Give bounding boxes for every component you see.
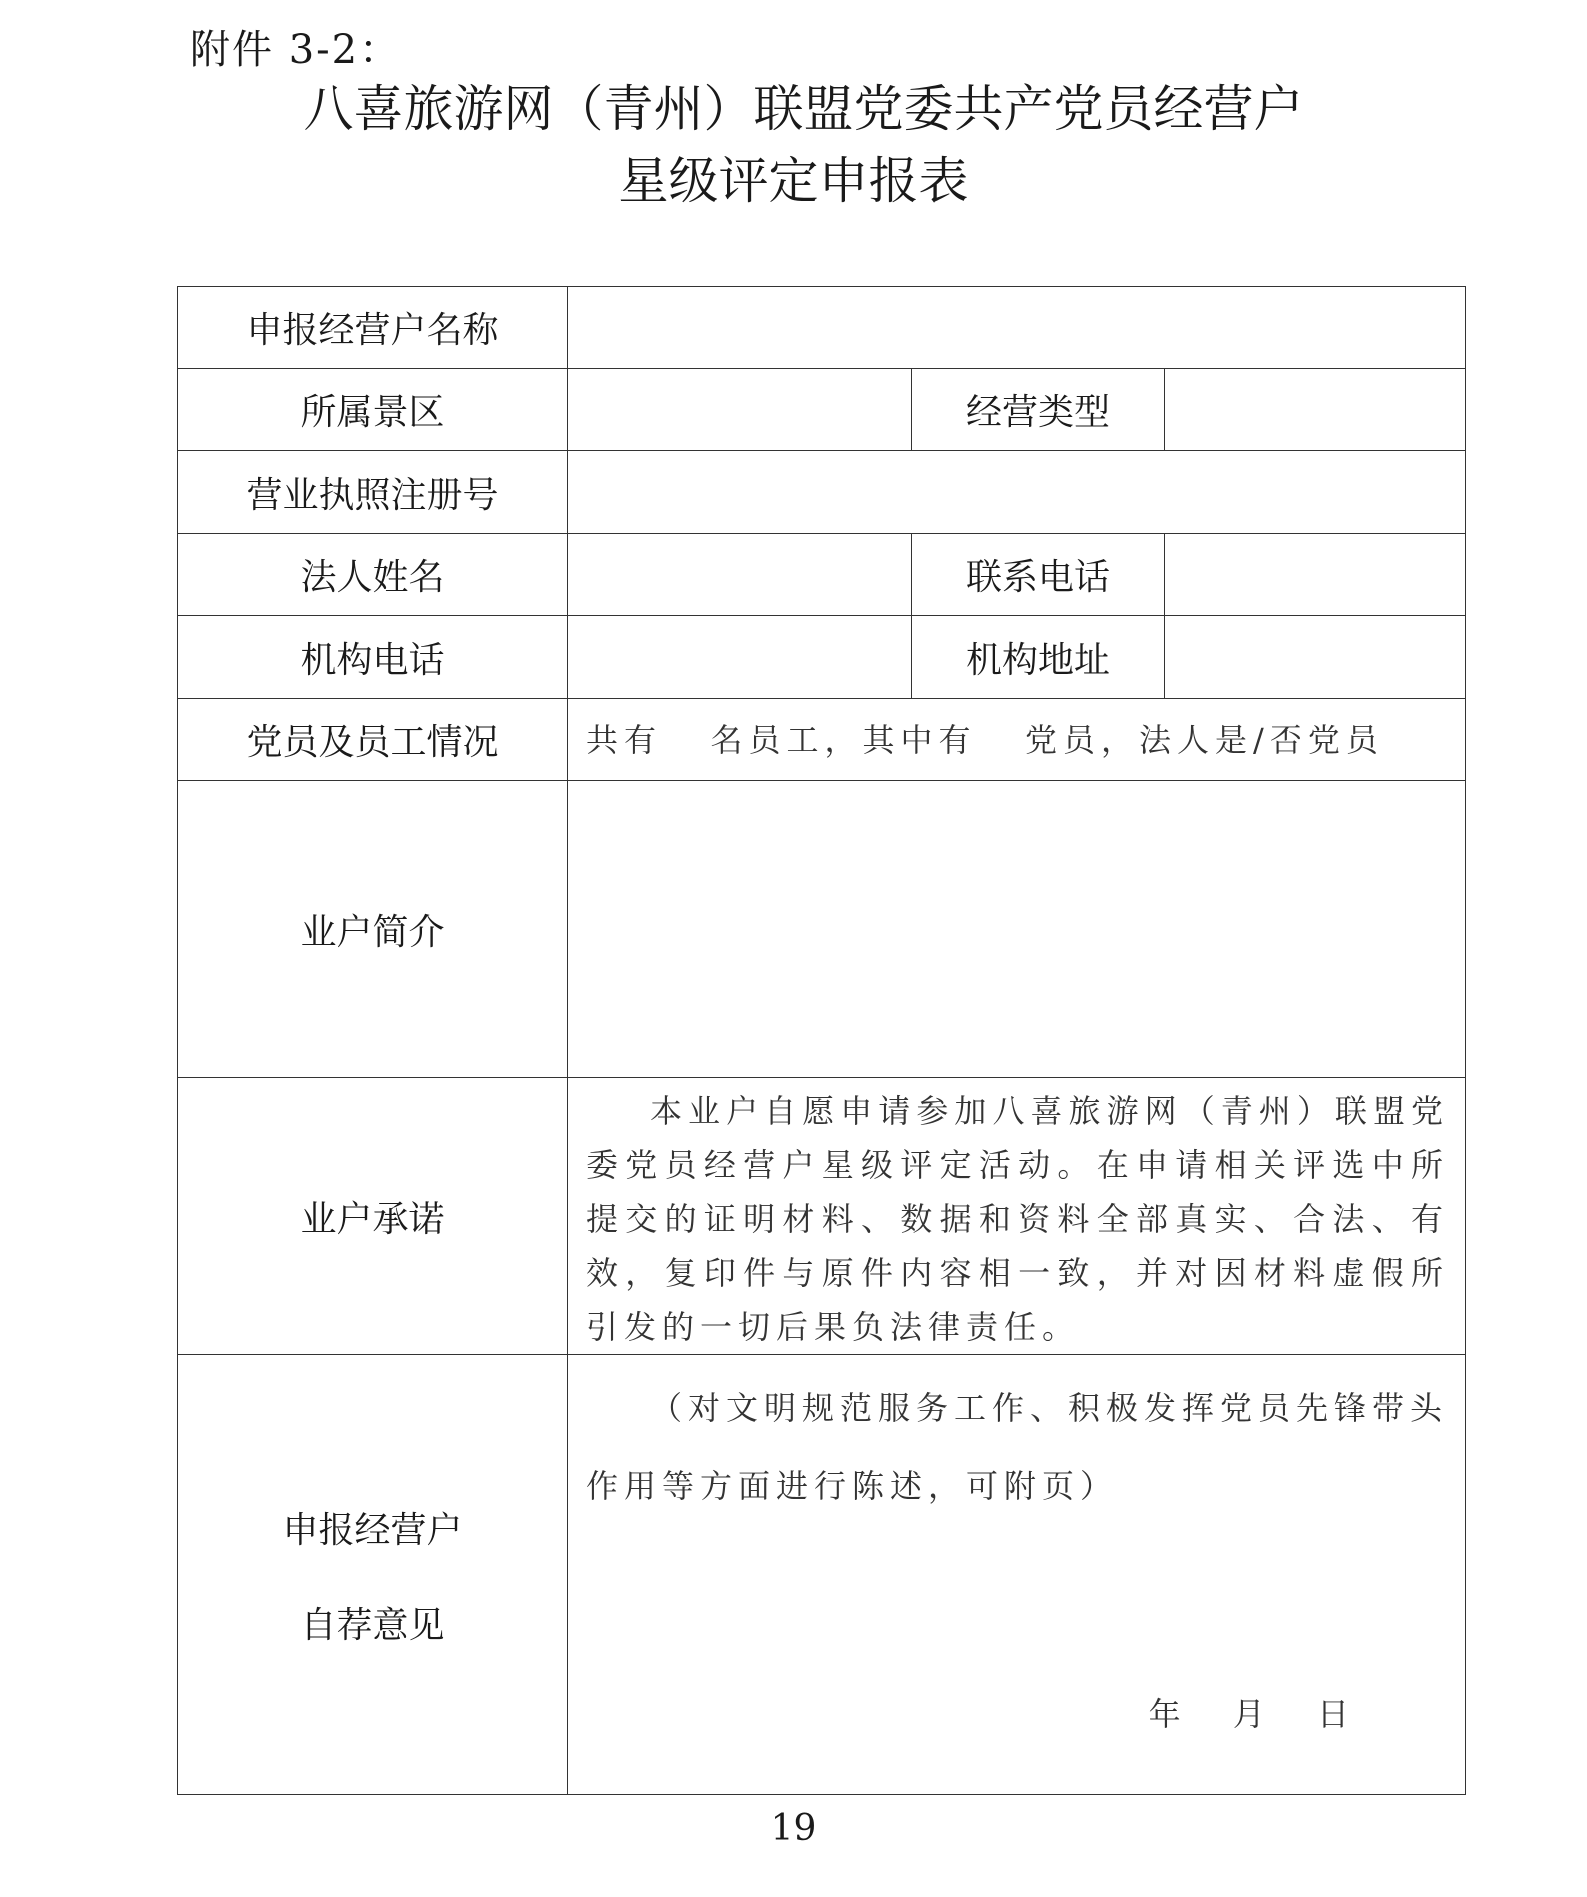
staff-info-field[interactable]: 共有 名员工，其中有 党员，法人是/否党员 <box>568 699 1466 781</box>
self-label-line1: 申报经营户 <box>282 1509 463 1551</box>
org-phone-label: 机构电话 <box>178 616 568 699</box>
license-number-label: 营业执照注册号 <box>178 451 568 534</box>
row-staff <box>178 699 1466 781</box>
intro-label: 业户简介 <box>178 781 568 1078</box>
self-hint-text: （对文明规范服务工作、积极发挥党员先锋带头作用等方面进行陈述，可附页） <box>586 1389 1449 1505</box>
document-title: 八喜旅游网（青州）联盟党委共产党员经营户 <box>303 80 1304 138</box>
date-year: 年 <box>1148 1695 1181 1733</box>
contact-phone-label: 联系电话 <box>912 534 1165 616</box>
org-address-field[interactable] <box>1165 616 1466 699</box>
legal-person-label: 法人姓名 <box>178 534 568 616</box>
business-type-label: 经营类型 <box>912 369 1165 451</box>
date-month: 月 <box>1232 1695 1265 1733</box>
org-address-label: 机构地址 <box>912 616 1165 699</box>
row-pledge <box>178 1078 1466 1355</box>
contact-phone-field[interactable] <box>1165 534 1466 616</box>
org-phone-field[interactable] <box>568 616 912 699</box>
legal-person-field[interactable] <box>568 534 912 616</box>
row-business-name <box>178 287 1466 369</box>
self-recommendation-label <box>178 1355 568 1795</box>
intro-field[interactable] <box>568 781 1466 1078</box>
business-name-field[interactable] <box>568 287 1466 369</box>
date-line <box>586 1675 1449 1753</box>
row-legal-person <box>178 534 1466 616</box>
row-license <box>178 451 1466 534</box>
row-self-recommendation <box>178 1355 1466 1795</box>
row-intro <box>178 781 1466 1078</box>
license-number-field[interactable] <box>568 451 1466 534</box>
staff-label: 党员及员工情况 <box>178 699 568 781</box>
self-recommendation-field[interactable] <box>568 1355 1466 1795</box>
business-name-label: 申报经营户名称 <box>178 287 568 369</box>
page-number: 19 <box>770 1808 817 1849</box>
self-label-line2: 自荐意见 <box>300 1604 445 1646</box>
document-subtitle: 星级评定申报表 <box>618 152 969 210</box>
row-org-phone <box>178 616 1466 699</box>
pledge-label: 业户承诺 <box>178 1078 568 1355</box>
attachment-label: 附件 3-2： <box>190 27 402 73</box>
scenic-area-label: 所属景区 <box>178 369 568 451</box>
pledge-text: 本业户自愿申请参加八喜旅游网（青州）联盟党委党员经营户星级评定活动。在申请相关评选中所提交的证明材料、数据和资料全部真实、合法、有效，复印件与原件内容相一致，并对因材料虚假所引发的一切后果负法律责任。 <box>568 1078 1466 1355</box>
application-form-table <box>177 286 1466 1795</box>
business-type-field[interactable] <box>1165 369 1466 451</box>
scenic-area-field[interactable] <box>568 369 912 451</box>
row-scenic-area <box>178 369 1466 451</box>
date-day: 日 <box>1317 1695 1350 1733</box>
